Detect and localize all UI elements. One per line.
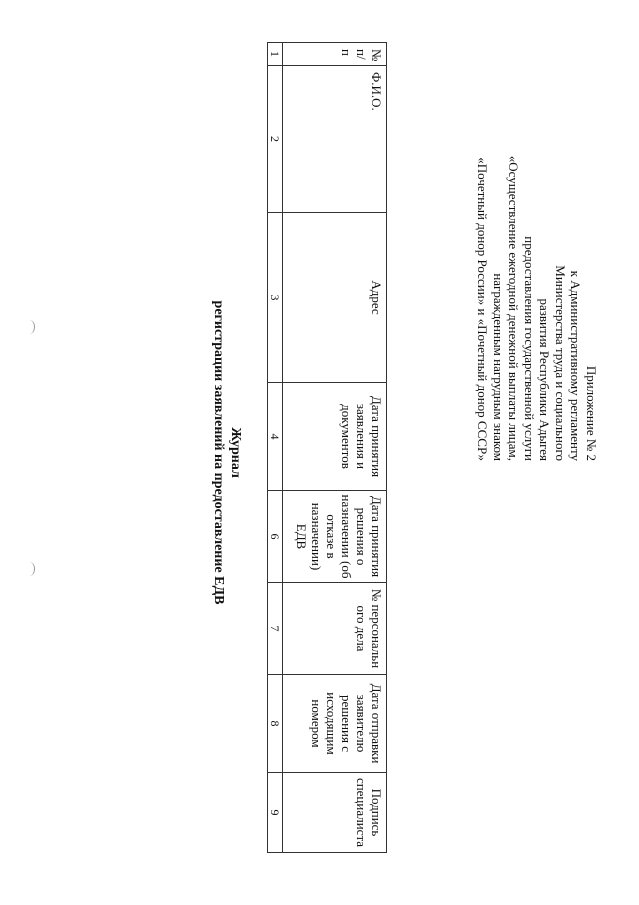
column-number: 3 xyxy=(268,213,283,383)
header-cell-number: № п/п xyxy=(283,43,387,66)
journal-subtitle: регистрации заявлений на предоставление ЕДВ xyxy=(211,300,226,605)
column-number: 2 xyxy=(268,66,283,213)
table-header-row xyxy=(283,43,387,853)
header-cell-case-number: № персональн ого дела xyxy=(283,583,387,675)
annex-line: Министерства труда и социального xyxy=(553,265,568,461)
header-cell-sending-date: Дата отправки заявителю решения с исходящим номером xyxy=(283,675,387,773)
header-cell-fio: Ф.И.О. xyxy=(283,66,387,213)
header-cell-signature: Подпись специалиста xyxy=(283,773,387,853)
column-number: 1 xyxy=(268,43,283,66)
journal-title: Журнал xyxy=(228,427,243,478)
journal-heading xyxy=(210,0,244,905)
column-number: 8 xyxy=(268,675,283,773)
header-cell-application-date: Дата принятия заявления и документов xyxy=(283,383,387,491)
registration-table xyxy=(267,42,387,853)
annex-line: «Осуществление ежегодной денежной выплаты лицам, xyxy=(506,155,522,461)
header-cell-decision-date: Дата принятия решения о назначении (об отказе в назначении) ЕДВ xyxy=(283,491,387,583)
table-number-row xyxy=(268,43,283,853)
column-number: 9 xyxy=(268,773,283,853)
annex-line: Приложение № 2 xyxy=(584,365,599,461)
scan-mark xyxy=(24,562,35,576)
header-cell-address: Адрес xyxy=(283,213,387,383)
column-number: 6 xyxy=(268,491,283,583)
annex-line: «Почетный донор России» и «Почетный донор СССР» xyxy=(475,157,491,461)
annex-line: развития Республики Адыгея xyxy=(537,298,553,461)
annex-line: предоставления государственной услуги xyxy=(522,236,537,461)
annex-line: награжденным нагрудным знаком xyxy=(491,273,506,461)
annex-block xyxy=(475,0,599,461)
column-number: 4 xyxy=(268,383,283,491)
column-number: 7 xyxy=(268,583,283,675)
scan-mark xyxy=(24,320,35,334)
annex-line: к Административному регламенту xyxy=(568,270,584,461)
